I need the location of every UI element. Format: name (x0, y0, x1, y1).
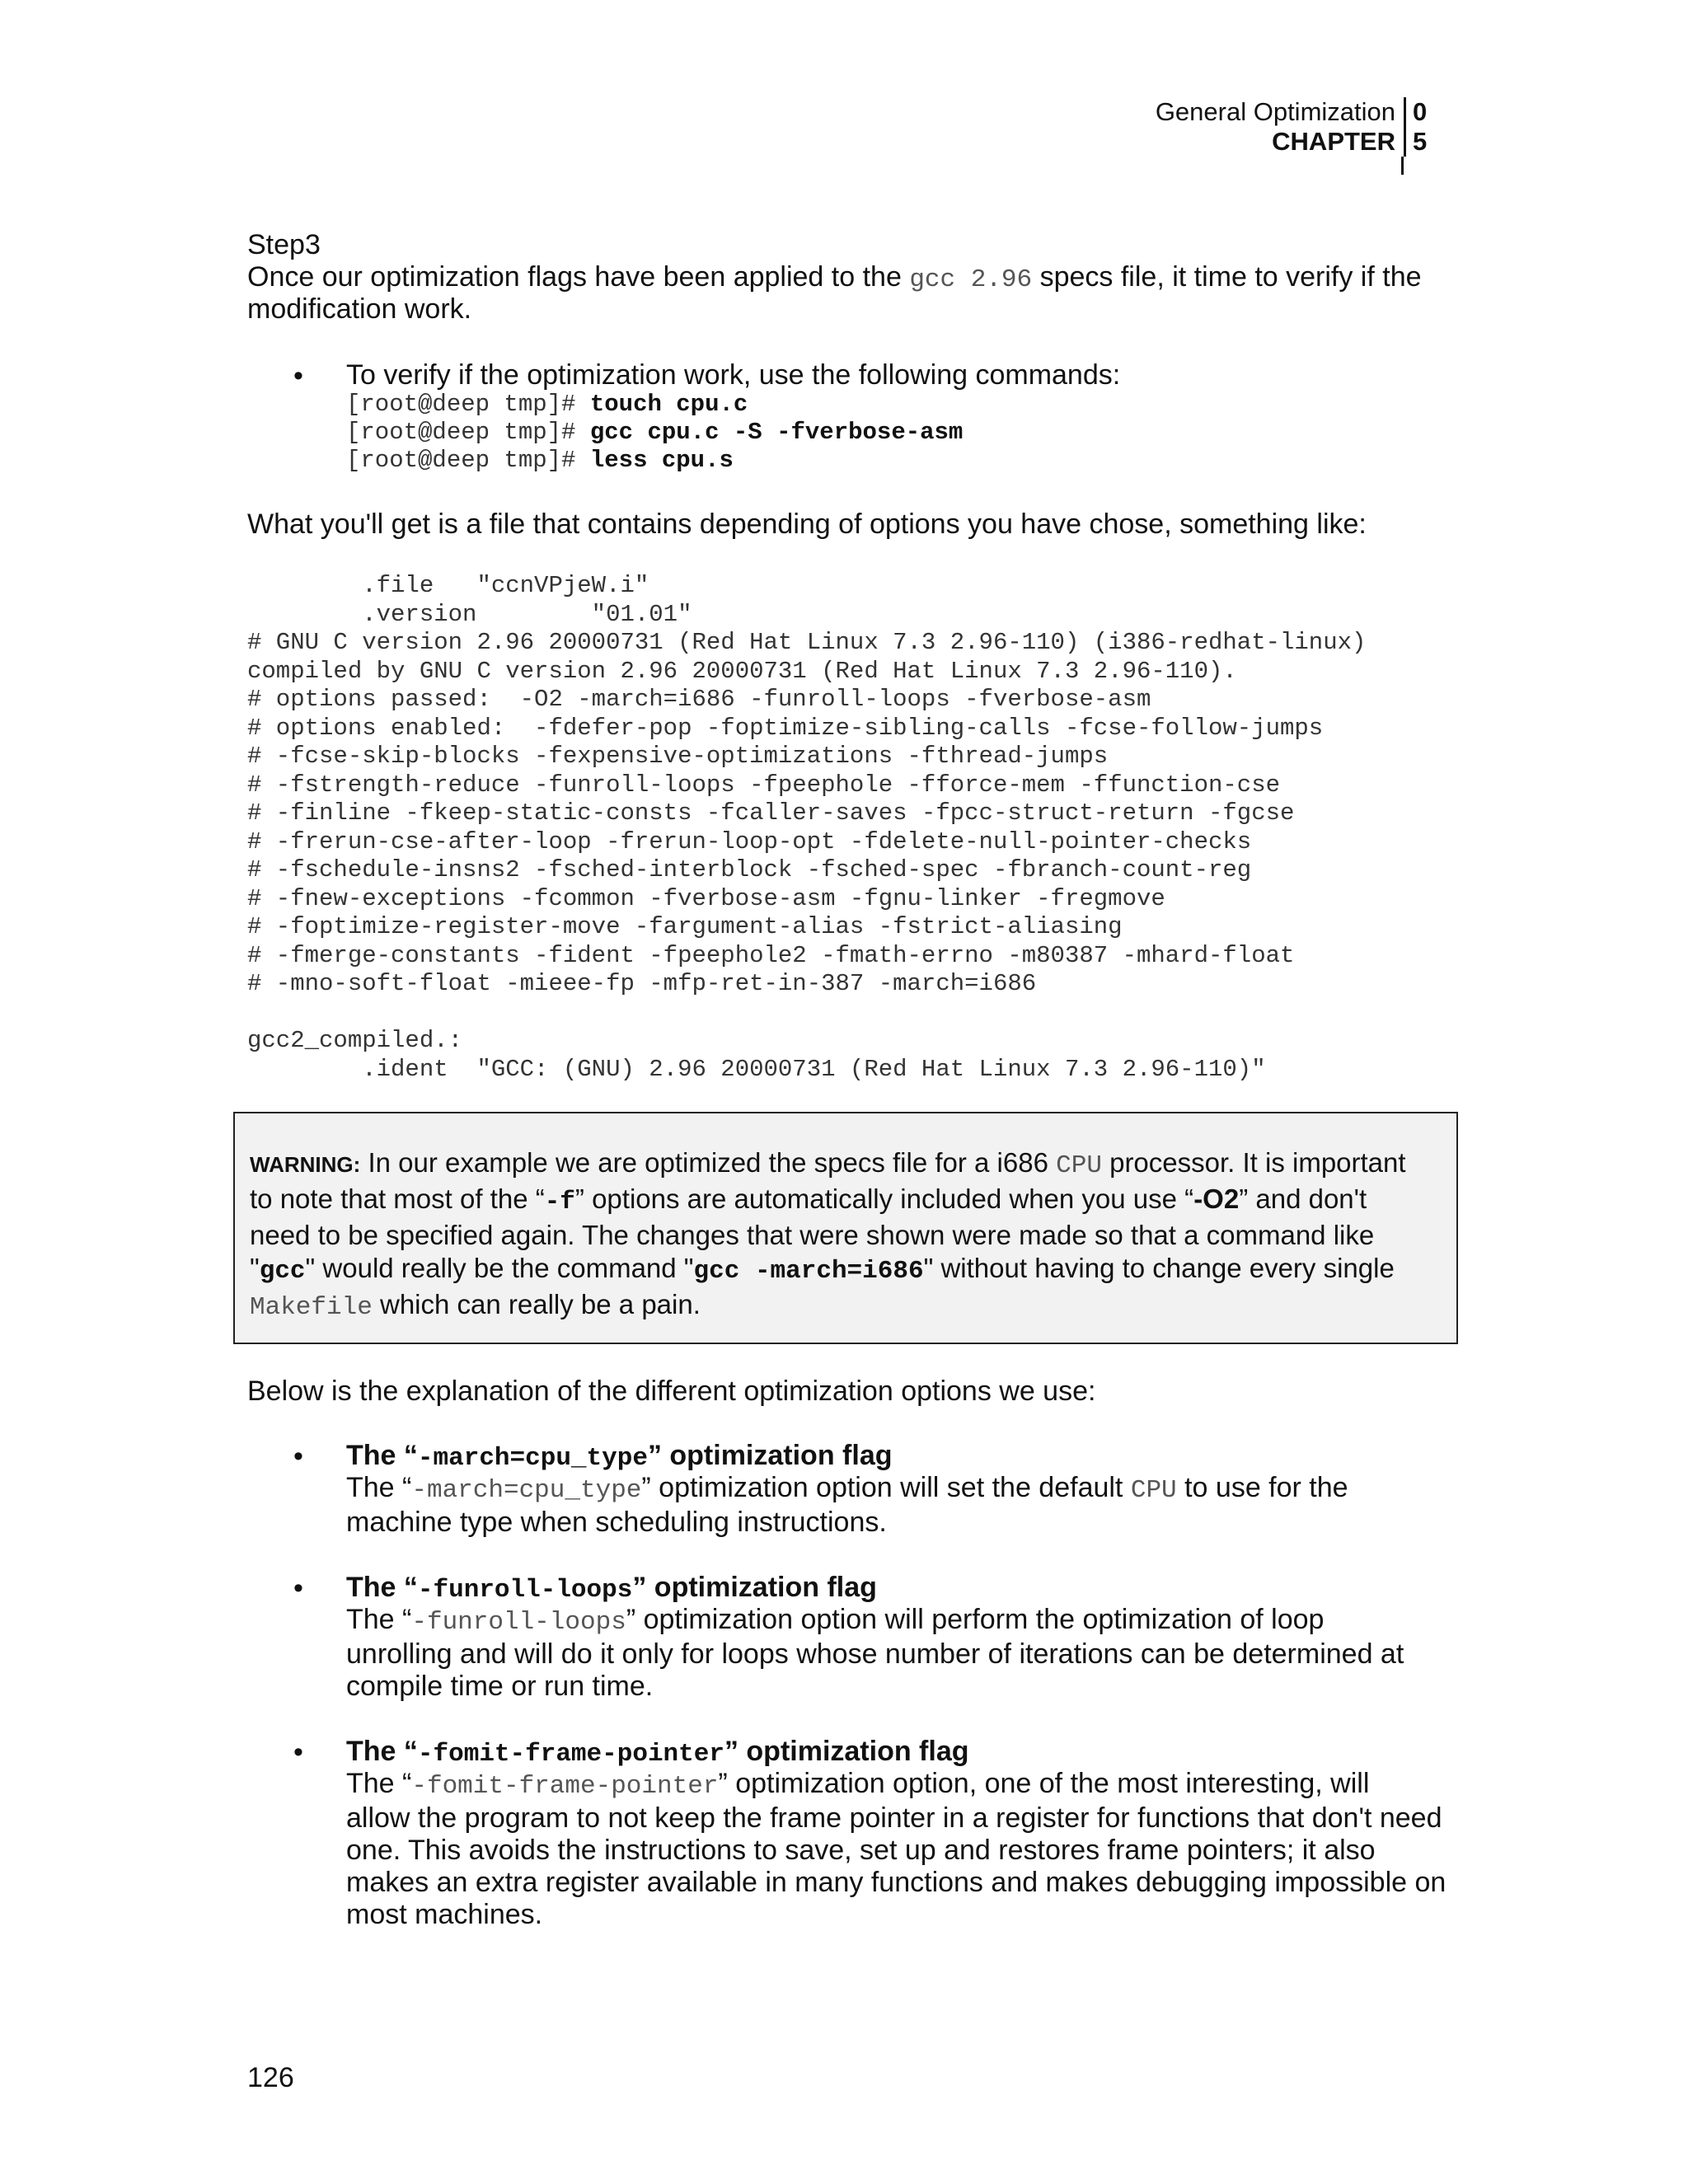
header-rule (1401, 157, 1432, 175)
bullet: • (293, 1441, 303, 1472)
command-line-2: [root@deep tmp]# gcc cpu.c -S -fverbose-asm (346, 419, 964, 446)
option-desc-funroll: The “-funroll-loops” optimization option will perform the optimization of loop unrolling and will do it only for loops whose number of iterations can be determined at compile time or run time. (346, 1604, 1404, 1702)
page-number: 126 (247, 2062, 294, 2093)
warning-line-4: "gcc" would really be the command "gcc -march=i686" without having to change every single (250, 1253, 1395, 1286)
warning-label: WARNING: (250, 1152, 361, 1177)
warning-line-2: to note that most of the “-f” options are automatically included when you use “-O2” and don't (250, 1183, 1367, 1216)
asm-listing: .file "ccnVPjeW.i" .version "01.01" # GNU C version 2.96 20000731 (Red Hat Linux 7.3 2.96-110) (i386-redhat-linux) compiled by GNU C version 2.96 20000731 (Red Hat Linux 7.3 2.96-110). # options passed: -O2 -march=i686 -funroll-loops -fverbose-asm # options enabled: -fdefer-pop -foptimize-sibling-calls -fcse-follow-jumps # -fcse-skip-blocks -fexpensive-optimizations -fthread-jumps # -fstrength-reduce -funroll-loops -fpeephole -fforce-mem -ffunction-cse # -finline -fkeep-static-consts -fcaller-saves -fpcc-struct-return -fgcse # -frerun-cse-after-loop -frerun-loop-opt -fdelete-null-pointer-checks # -fschedule-insns2 -fsched-interblock -fsched-spec -fbranch-count-reg # -fnew-exceptions -fcommon -fverbose-asm -fgnu-linker -fregmove # -foptimize-register-move -fargument-alias -fstrict-aliasing # -fmerge-constants -fident -fpeephole2 -fmath-errno -m80387 -mhard-float # -mno-soft-float -mieee-fp -mfp-ret-in-387 -march=i686 (247, 572, 1367, 997)
option-title-march: The “-march=cpu_type” optimization flag (346, 1440, 893, 1473)
header-chapter-digit-2: 5 (1404, 127, 1432, 157)
warning-box (233, 1112, 1458, 1344)
command-line-1: [root@deep tmp]# touch cpu.c (346, 391, 748, 418)
option-desc-fomit: The “-fomit-frame-pointer” optimization option, one of the most interesting, will allow the program to not keep the frame pointer in a register for functions that don't need one. This avoids the instructions to save, set up and restores frame pointers; it also makes an extra register available in many functions and makes debugging impossible on most machines. (346, 1768, 1447, 1930)
step-title: Step3 (247, 229, 321, 260)
warning-line-1: WARNING: In our example we are optimized the specs file for a i686 CPU processor. It is important (250, 1147, 1406, 1180)
option-desc-march: The “-march=cpu_type” optimization option will set the default CPU to use for the machine type when scheduling instructions. (346, 1472, 1348, 1538)
inline-code: gcc 2.96 (909, 265, 1033, 294)
asm-listing-tail: gcc2_compiled.: .ident "GCC: (GNU) 2.96 20000731 (Red Hat Linux 7.3 2.96-110)" (247, 1027, 1266, 1083)
bullet: • (293, 1572, 303, 1604)
running-header (1156, 97, 1432, 157)
option-title-fomit: The “-fomit-frame-pointer” optimization flag (346, 1736, 969, 1769)
warning-line-3: need to be specified again. The changes that were shown were made so that a command like (250, 1220, 1375, 1250)
header-chapter-digit-1: 0 (1404, 97, 1432, 127)
step-intro-line-2: modification work. (247, 293, 472, 325)
step-intro-line-1: Once our optimization flags have been applied to the gcc 2.96 specs file, it time to verify if the (247, 261, 1422, 294)
header-section-title: General Optimization (1155, 97, 1395, 126)
bullet: • (293, 360, 303, 391)
result-intro: What you'll get is a file that contains depending of options you have chose, something like: (247, 509, 1367, 540)
command-line-3: [root@deep tmp]# less cpu.s (346, 447, 734, 474)
bullet: • (293, 1736, 303, 1768)
header-chapter-label: CHAPTER (1272, 127, 1395, 156)
verify-text: To verify if the optimization work, use the following commands: (346, 359, 1121, 391)
option-title-funroll: The “-funroll-loops” optimization flag (346, 1572, 877, 1605)
warning-line-5: Makefile which can really be a pain. (250, 1289, 701, 1322)
explain-intro: Below is the explanation of the different optimization options we use: (247, 1376, 1096, 1407)
